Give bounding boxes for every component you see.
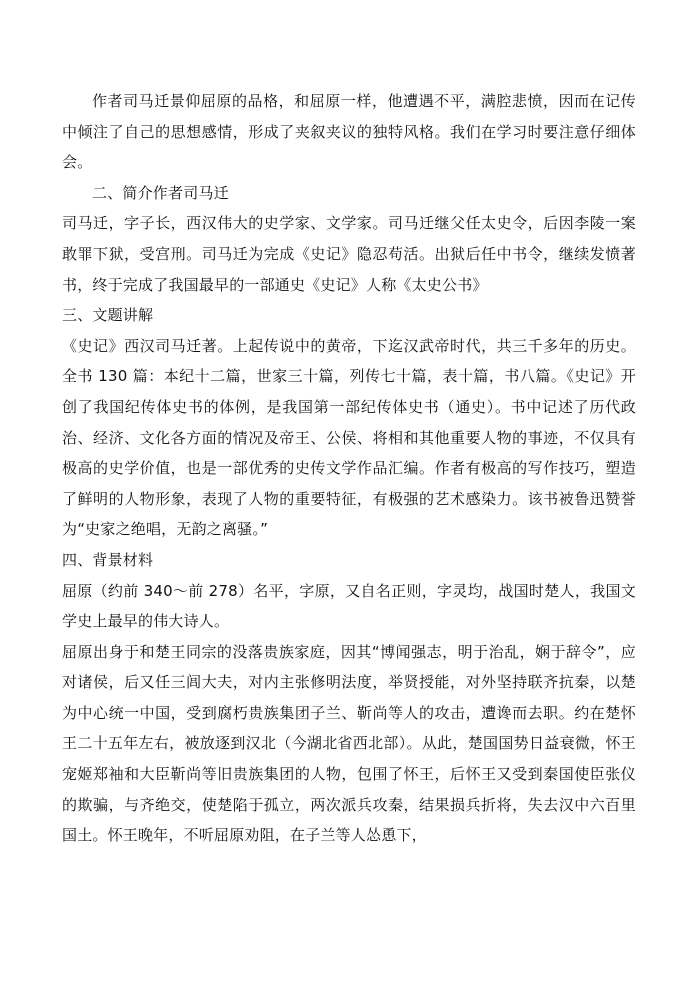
intro-paragraph: 作者司马迁景仰屈原的品格，和屈原一样，他遭遇不平，满腔悲愤，因而在记传中倾注了自己的思想感情，形成了夹叙夹议的独特风格。我们在学习时要注意仔细体会。 — [62, 92, 636, 172]
author-paragraph: 司马迁，字子长，西汉伟大的史学家、文学家。司马迁继父任太史令，后因李陵一案敢罪下狱，受宫刑。司马迁为完成《史记》隐忍苟活。出狱后任中书令，继续发愤著书，终于完成了我国最早的一部通史《史记》人称《太史公书》 — [62, 214, 636, 294]
section-heading-author: 二、简介作者司马迁 — [92, 183, 229, 202]
section-heading-background: 四、背景材料 — [62, 550, 154, 569]
section-heading-title-explanation: 三、文题讲解 — [62, 306, 154, 325]
background-paragraph-2: 屈原出身于和楚王同宗的没落贵族家庭，因其“博闻强志，明于治乱，娴于辞令”，应对诸侯，后又任三闾大夫，对内主张修明法度，举贤授能，对外坚持联齐抗秦，以楚为中心统一中国，受到腐朽贵族集团子兰、靳尚等人的攻击，遭谗而去职。约在楚怀王二十五年左右，被放逐到汉北（今湖北省西北部）。从此，楚国国势日益衰微，怀王宠姬郑袖和大臣靳尚等旧贵族集团的人物，包围了怀王，后怀王又受到秦国使臣张仪的欺骗，与齐绝交，使楚陷于孤立，两次派兵攻秦，结果损兵折将，失去汉中六百里国土。怀王晚年，不听屈原劝阻，在子兰等人怂恿下， — [62, 642, 636, 845]
background-paragraph-1: 屈原（约前 340～前 278）名平，字原，又自名正则，字灵均，战国时楚人，我国文学史上最早的伟大诗人。 — [62, 581, 636, 631]
title-explanation-paragraph: 《史记》西汉司马迁著。上起传说中的黄帝，下迄汉武帝时代，共三千多年的历史。全书 130 篇：本纪十二篇，世家三十篇，列传七十篇，表十篇，书八篇。《史记》开创了我国纪传体史书的体例，是我国第一部纪传体史书（通史）。书中记述了历代政治、经济、文化各方面的情况及帝王、公侯、将相和其他重要人物的事迹，不仅具有极高的史学价值，也是一部优秀的史传文学作品汇编。作者有极高的写作技巧，塑造了鲜明的人物形象，表现了人物的重要特征，有极强的艺术感染力。该书被鲁迅赞誉为“史家之绝唱，无韵之离骚。” — [62, 336, 636, 539]
